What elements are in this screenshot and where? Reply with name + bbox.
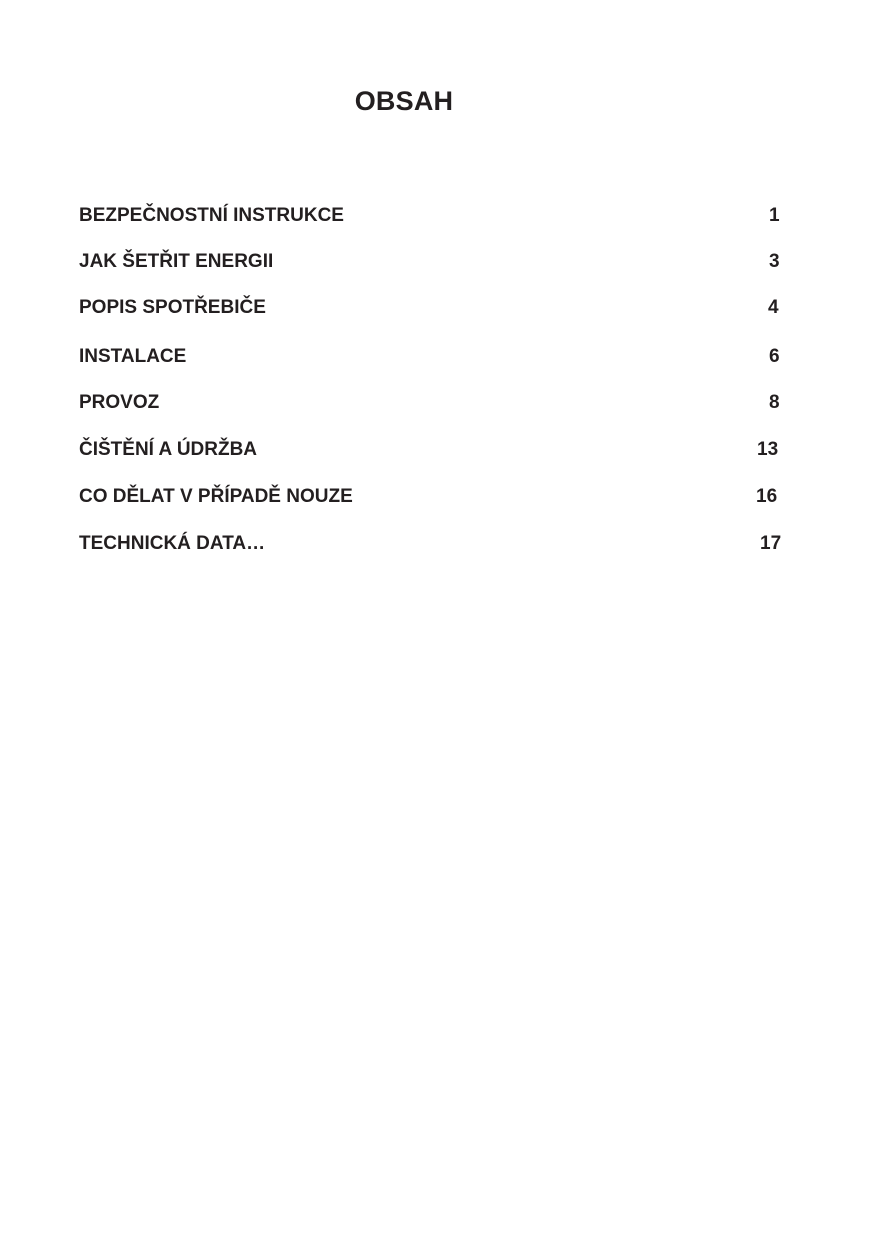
toc-entry-label: BEZPEČNOSTNÍ INSTRUKCE: [79, 205, 344, 226]
toc-entry-page-number: 4: [768, 297, 779, 318]
toc-entry-operation[interactable]: [79, 390, 781, 416]
toc-entry-label: INSTALACE: [79, 346, 187, 367]
toc-entry-label: POPIS SPOTŘEBIČE: [79, 297, 266, 318]
toc-entry-page-number: 16: [756, 486, 778, 507]
toc-entry-appliance-description[interactable]: [79, 295, 781, 321]
toc-entry-safety-instructions[interactable]: [79, 203, 781, 229]
toc-entry-technical-data[interactable]: [79, 531, 781, 557]
toc-entry-cleaning-maintenance[interactable]: [79, 437, 781, 463]
toc-entry-energy-saving[interactable]: [79, 249, 781, 275]
toc-entry-installation[interactable]: [79, 344, 781, 370]
toc-entry-page-number: 13: [757, 439, 779, 460]
toc-entry-page-number: 1: [769, 205, 780, 226]
page-title: OBSAH: [354, 86, 454, 116]
toc-entry-label: TECHNICKÁ DATA…: [79, 533, 266, 554]
toc-entry-page-number: 8: [769, 392, 780, 413]
toc-entry-page-number: 17: [760, 533, 782, 554]
toc-entry-page-number: 3: [769, 251, 780, 272]
toc-entry-page-number: 6: [769, 346, 780, 367]
toc-entry-label: CO DĚLAT V PŘÍPADĚ NOUZE: [79, 486, 353, 507]
toc-entry-label: PROVOZ: [79, 392, 160, 413]
toc-entry-emergency[interactable]: [79, 484, 781, 510]
toc-entry-label: JAK ŠETŘIT ENERGII: [79, 251, 274, 272]
toc-entry-label: ČIŠTĚNÍ A ÚDRŽBA: [79, 439, 258, 460]
